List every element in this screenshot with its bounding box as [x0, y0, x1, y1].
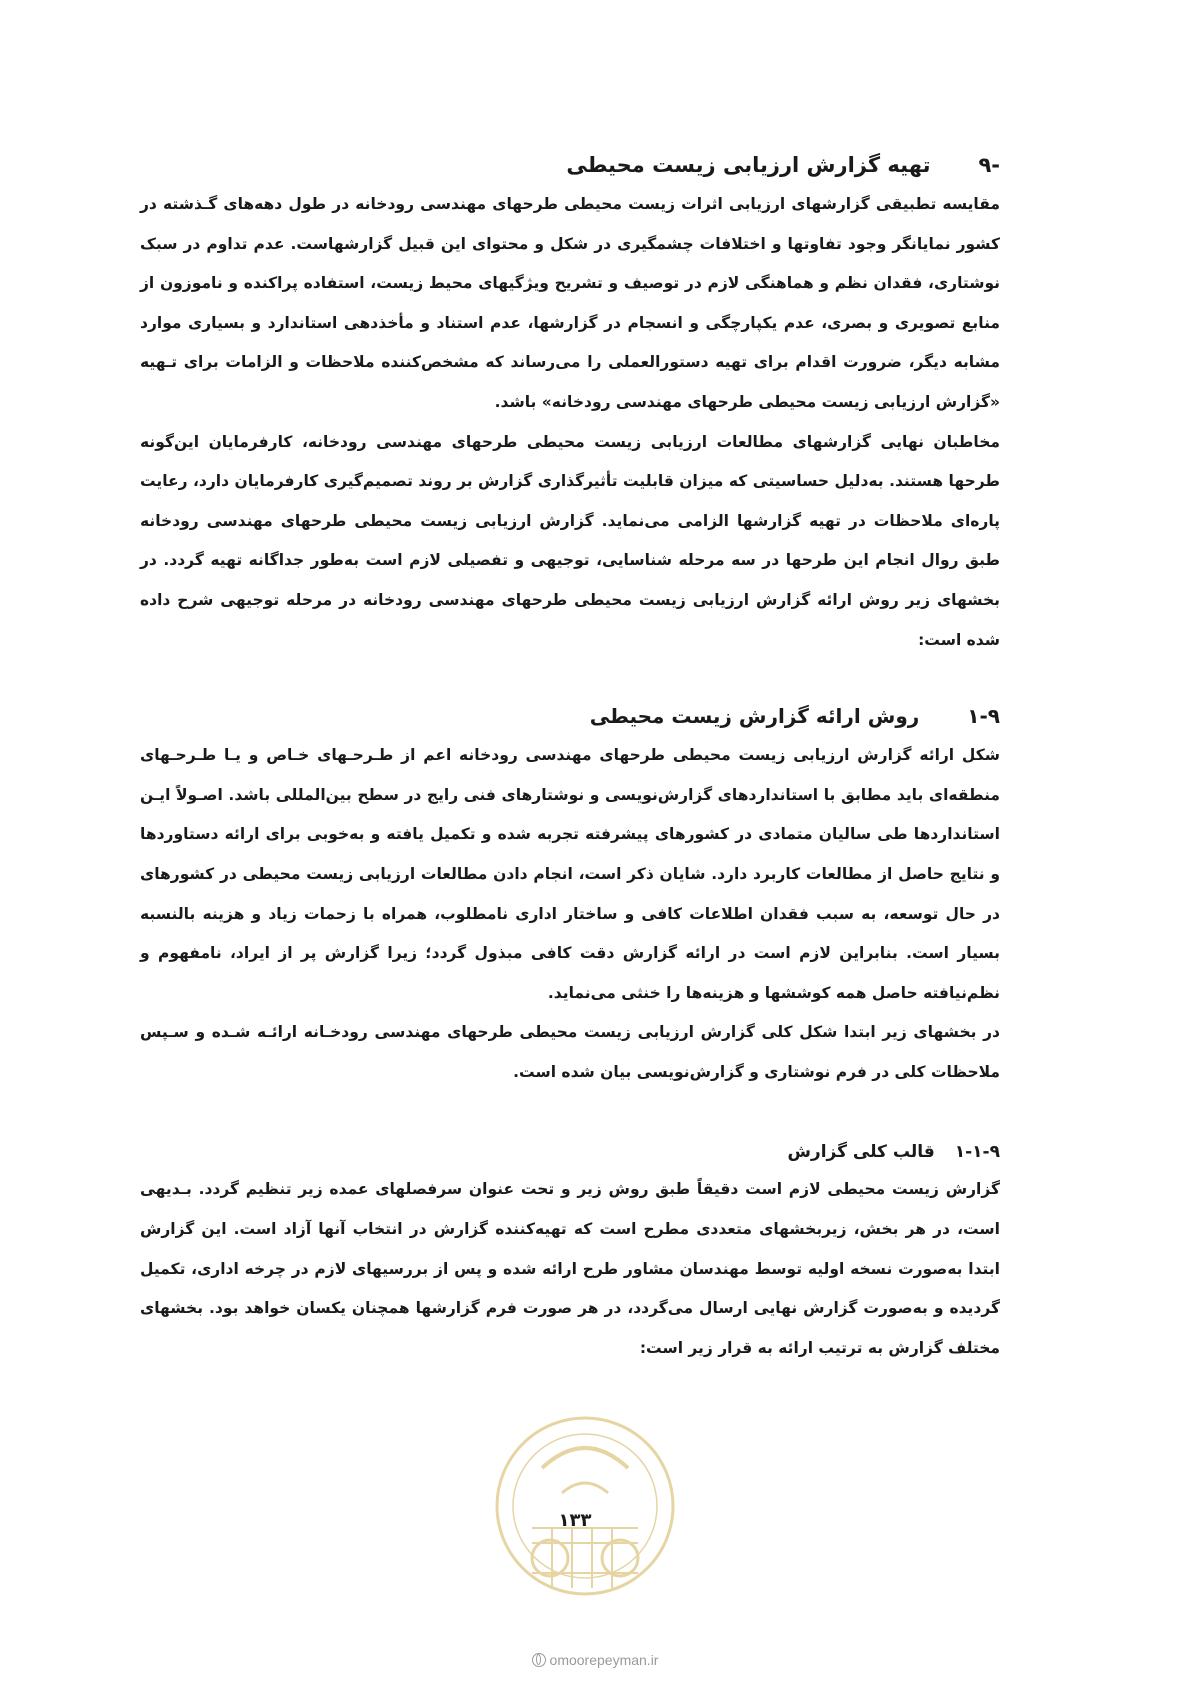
paragraph: مقایسه تطبیقی گزارشهای ارزیابی اثرات زیست محیطی طرحهای مهندسی رودخانه در طول دهه‌های گـذشته در کشور نمایانگر وجود تفاوتها و اختلافات چشمگیری در شکل و محتوای این قبیل گزارشهاست. عدم تداوم در سبک نوشتاری، فقدان نظم و هماهنگی لازم در توصیف و تشریح ویژگیهای محیط زیست، استفاده پراکنده و ناموزون از منابع تصویری و بصری، عدم یکپارچگی و انسجام در گزارشها، عدم استناد و مأخذدهی استاندارد و بسیاری موارد مشابه دیگر، ضرورت اقدام برای تهیه دستورالعملی را می‌رساند که مشخص‌کننده ملاحظات و الزامات برای تـهیه «گزارش ارزیابی زیست محیطی طرحهای مهندسی رودخانه» باشد. — [140, 195, 1000, 411]
page-content — [140, 145, 1000, 1368]
globe-icon — [532, 1653, 546, 1667]
watermark-logo — [492, 1408, 678, 1604]
subsubsection-number: ۱-۱-۹ — [954, 1142, 1000, 1163]
paragraph: شکل ارائه گزارش ارزیابی زیست محیطی طرحهای مهندسی رودخانه اعم از طـرحـهای خـاص و یـا طـرحـهای منطقه‌ای باید مطابق با استانداردهای گزارش‌نویسی و نوشتارهای فنی رایج در سطح بین‌المللی باشد. اصـولاً ایـن استانداردها طی سالیان متمادی در کشورهای پیشرفته تجربه شده و تکمیل یافته و به‌خوبی برای ارائه دستاوردها و نتایج حاصل از مطالعات کاربرد دارد. شایان ذکر است، انجام دادن مطالعات ارزیابی زیست محیطی در کشورهای در حال توسعه، به سبب فقدان اطلاعات کافی و ساختار اداری نامطلوب، همراه با زحمات زیاد و هزینه بالنسبه بسیار است. بنابراین لازم است در ارائه گزارش دقت کافی مبذول گردد؛ زیرا گزارش پر از ایراد، نامفهوم و نظم‌نیافته حاصل همه کوششها و هزینه‌ها را خنثی می‌نماید. — [140, 746, 1000, 1002]
section-title: تهیه گزارش ارزیابی زیست محیطی — [566, 153, 931, 177]
website-footer — [485, 1652, 705, 1668]
page-number: ۱۳۳ — [558, 1510, 592, 1531]
subsubsection-heading — [140, 1134, 1000, 1170]
paragraph: مخاطبان نهایی گزارشهای مطالعات ارزیابی زیست محیطی طرحهای مهندسی رودخانه، کارفرمایان این‌گونه طرحها هستند. به‌دلیل حساسیتی که میزان قابلیت تأثیرگذاری گزارش بر روند تصمیم‌گیری کارفرمایان دارد، رعایت پاره‌ای ملاحظات در تهیه گزارشها الزامی می‌نماید. گزارش ارزیابی زیست محیطی طرحهای مهندسی رودخانه طبق روال انجام این طرحها در سه مرحله شناسایی، توجیهی و تفصیلی لازم است به‌طور جداگانه تهیه گردد. در بخشهای زیر روش ارائه گزارش ارزیابی زیست محیطی طرحهای مهندسی رودخانه در مرحله توجیهی شرح داده شده است: — [140, 432, 1000, 649]
subsection-heading — [140, 696, 1000, 736]
website-url: omoorepeyman.ir — [549, 1652, 659, 1668]
subsection-title: روش ارائه گزارش زیست محیطی — [589, 704, 920, 729]
subsection-number: ۱-۹ — [967, 704, 1000, 729]
subsubsection-title: قالب کلی گزارش — [787, 1142, 935, 1163]
paragraph: گزارش زیست محیطی لازم است دقیقاً طبق روش زیر و تحت عنوان سرفصلهای عمده زیر تنظیم گردد. بـدیهی است، در هر بخش، زیربخشهای متعددی مطرح است که تهیه‌کننده گزارش در انتخاب آنها آزاد است. این گزارش ابتدا به‌صورت نسخه اولیه توسط مهندسان مشاور طرح ارائه شده و پس از بررسیهای لازم در چرخه اداری، تکمیل گردیده و به‌صورت گزارش نهایی ارسال می‌گردد، در هر صورت فرم گزارشها همچنان یکسان خواهد بود. بخشهای مختلف گزارش به ترتیب ارائه به قرار زیر است: — [140, 1180, 1000, 1357]
section-heading — [140, 145, 1000, 185]
paragraph: در بخشهای زیر ابتدا شکل کلی گزارش ارزیابی زیست محیطی طرحهای مهندسی رودخـانه ارائـه شـده و سـپس ملاحظات کلی در فرم نوشتاری و گزارش‌نویسی بیان شده است. — [140, 1023, 1000, 1081]
section-number: -۹ — [978, 153, 1000, 177]
